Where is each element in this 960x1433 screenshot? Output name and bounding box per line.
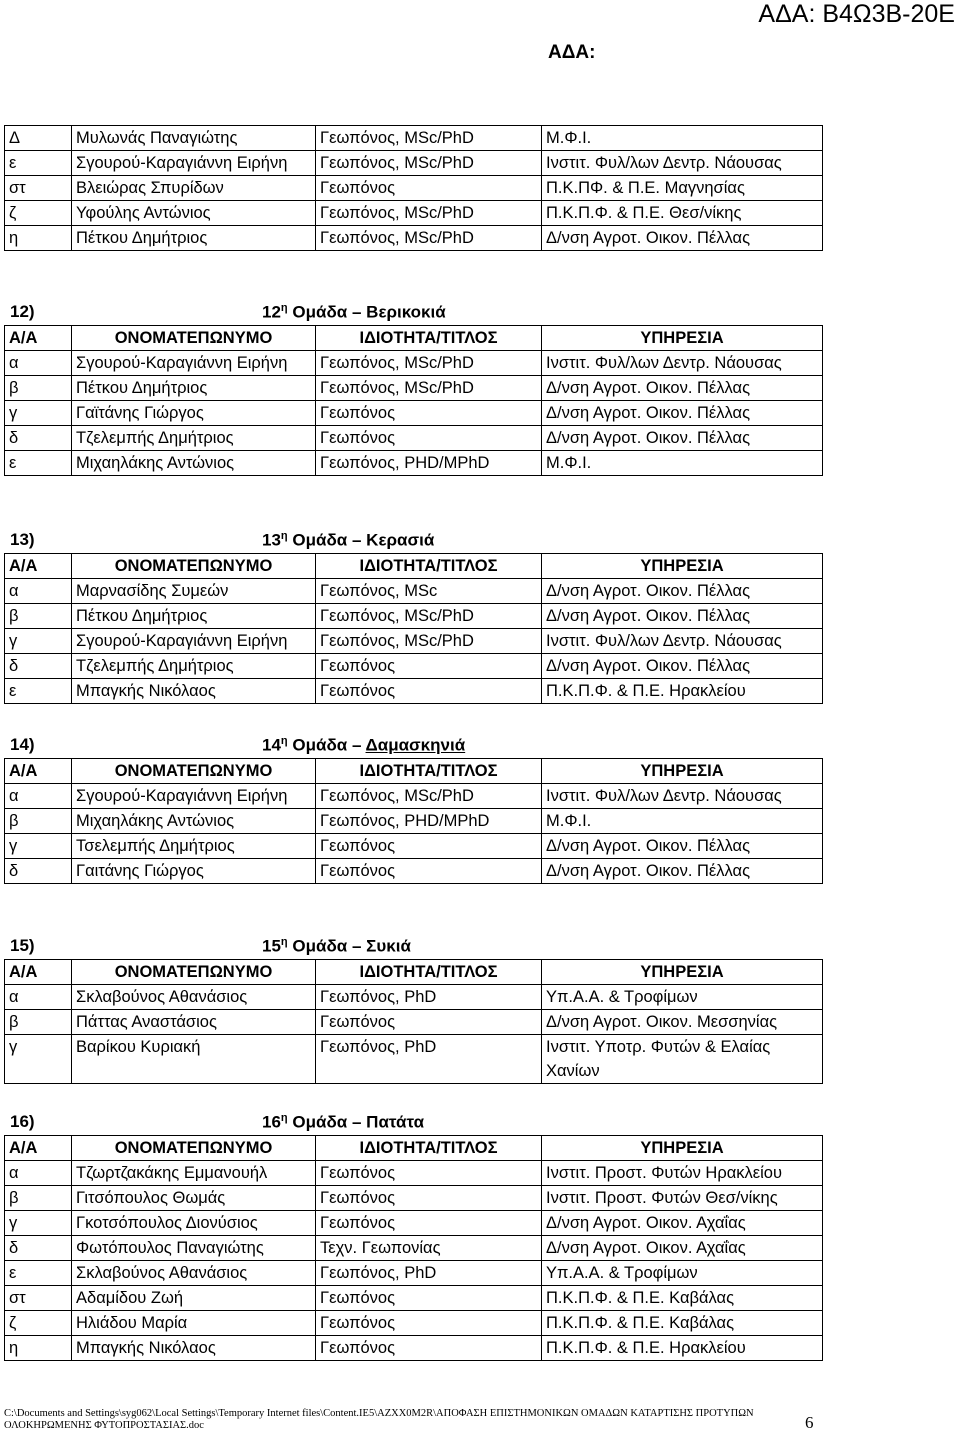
table-row	[5, 426, 823, 451]
member-service: Δ/νση Αγροτ. Οικον. Μεσσηνίας	[542, 1010, 823, 1035]
table-row	[5, 451, 823, 476]
member-service: Μ.Φ.Ι.	[542, 126, 823, 151]
member-service: Δ/νση Αγροτ. Οικον. Πέλλας	[542, 604, 823, 629]
header-service: ΥΠΗΡΕΣΙΑ	[542, 1136, 823, 1161]
row-index: ε	[5, 151, 72, 176]
member-name: Τζωρτζακάκης Εμμανουήλ	[72, 1161, 316, 1186]
row-index: στ	[5, 176, 72, 201]
row-index: δ	[5, 654, 72, 679]
member-title: Γεωπόνος, PhD	[316, 1035, 542, 1084]
row-index: γ	[5, 1035, 72, 1084]
member-service: Μ.Φ.Ι.	[542, 809, 823, 834]
header-name: ΟΝΟΜΑΤΕΠΩΝΥΜΟ	[72, 960, 316, 985]
member-service: Ινστιτ. Φυλ/λων Δεντρ. Νάουσας	[542, 351, 823, 376]
table-header-row	[5, 326, 823, 351]
table-header-row	[5, 554, 823, 579]
row-index: α	[5, 985, 72, 1010]
member-service: Π.Κ.Π.Φ. & Π.Ε. Θεσ/νίκης	[542, 201, 823, 226]
member-service: Δ/νση Αγροτ. Οικον. Πέλλας	[542, 376, 823, 401]
member-name: Πέτκου Δημήτριος	[72, 226, 316, 251]
member-name: Σγουρού-Καραγιάννη Ειρήνη	[72, 629, 316, 654]
row-index: η	[5, 1336, 72, 1361]
member-title: Γεωπόνος, MSc/PhD	[316, 201, 542, 226]
table-row	[5, 126, 823, 151]
member-name: Μιχαηλάκης Αντώνιος	[72, 809, 316, 834]
table-row	[5, 1311, 823, 1336]
group-dash: –	[351, 530, 362, 550]
table-row	[5, 1286, 823, 1311]
member-title: Γεωπόνος, MSc/PhD	[316, 226, 542, 251]
member-title: Γεωπόνος	[316, 1010, 542, 1035]
member-name: Υφούλης Αντώνιος	[72, 201, 316, 226]
member-service: Δ/νση Αγροτ. Οικον. Πέλλας	[542, 401, 823, 426]
group-number: 13	[262, 530, 281, 550]
row-index: α	[5, 351, 72, 376]
row-index: δ	[5, 859, 72, 884]
member-name: Γκοτσόπουλος Διονύσιος	[72, 1211, 316, 1236]
group-word: Ομάδα	[292, 1112, 348, 1132]
ada-label: ΑΔΑ:	[548, 42, 596, 63]
group-number: 15	[262, 936, 281, 956]
members-table	[4, 125, 823, 251]
header-name: ΟΝΟΜΑΤΕΠΩΝΥΜΟ	[72, 554, 316, 579]
group-word: Ομάδα	[292, 530, 348, 550]
member-service: Δ/νση Αγροτ. Οικον. Πέλλας	[542, 834, 823, 859]
header-title: ΙΔΙΟΤΗΤΑ/ΤΙΤΛΟΣ	[316, 554, 542, 579]
member-service: Ινστιτ. Υποτρ. Φυτών & Ελαίας Χανίων	[542, 1035, 823, 1084]
section-number: 15)	[10, 936, 35, 955]
member-name: Σκλαβούνος Αθανάσιος	[72, 1261, 316, 1286]
member-service: Δ/νση Αγροτ. Οικον. Πέλλας	[542, 226, 823, 251]
group-crop: Πατάτα	[366, 1112, 425, 1132]
table-row	[5, 226, 823, 251]
group-superscript: η	[280, 530, 288, 542]
member-service: Ινστιτ. Φυλ/λων Δεντρ. Νάουσας	[542, 629, 823, 654]
member-service: Δ/νση Αγροτ. Οικον. Αχαΐας	[542, 1236, 823, 1261]
row-index: δ	[5, 1236, 72, 1261]
row-index: ε	[5, 451, 72, 476]
group-number: 16	[262, 1112, 281, 1132]
member-service: Μ.Φ.Ι.	[542, 451, 823, 476]
member-name: Πέτκου Δημήτριος	[72, 376, 316, 401]
member-title: Γεωπόνος	[316, 679, 542, 704]
header-aa: Α/Α	[5, 759, 72, 784]
member-name: Σγουρού-Καραγιάννη Ειρήνη	[72, 351, 316, 376]
table-row	[5, 784, 823, 809]
member-title: Γεωπόνος, PHD/MPhD	[316, 809, 542, 834]
member-title: Γεωπόνος	[316, 1311, 542, 1336]
member-service: Ινστιτ. Προστ. Φυτών Ηρακλείου	[542, 1161, 823, 1186]
header-name: ΟΝΟΜΑΤΕΠΩΝΥΜΟ	[72, 759, 316, 784]
member-title: Γεωπόνος	[316, 1186, 542, 1211]
section-title	[262, 735, 465, 756]
member-service: Δ/νση Αγροτ. Οικον. Αχαΐας	[542, 1211, 823, 1236]
table-row	[5, 351, 823, 376]
group-dash: –	[351, 936, 362, 956]
member-title: Γεωπόνος	[316, 1336, 542, 1361]
table-header-row	[5, 960, 823, 985]
row-index: β	[5, 809, 72, 834]
header-title: ΙΔΙΟΤΗΤΑ/ΤΙΤΛΟΣ	[316, 326, 542, 351]
row-index: ζ	[5, 1311, 72, 1336]
group-word: Ομάδα	[292, 302, 348, 322]
members-table	[4, 325, 823, 476]
member-title: Γεωπόνος, MSc/PhD	[316, 351, 542, 376]
row-index: γ	[5, 834, 72, 859]
member-service: Π.Κ.ΠΦ. & Π.Ε. Μαγνησίας	[542, 176, 823, 201]
table-row	[5, 985, 823, 1010]
member-title: Γεωπόνος, MSc/PhD	[316, 151, 542, 176]
member-name: Πάττας Αναστάσιος	[72, 1010, 316, 1035]
table-row	[5, 151, 823, 176]
member-service: Δ/νση Αγροτ. Οικον. Πέλλας	[542, 579, 823, 604]
table-row	[5, 376, 823, 401]
table-row	[5, 201, 823, 226]
row-index: στ	[5, 1286, 72, 1311]
section-heading	[4, 1108, 822, 1138]
member-service: Ινστιτ. Φυλ/λων Δεντρ. Νάουσας	[542, 151, 823, 176]
member-title: Γεωπόνος, PhD	[316, 985, 542, 1010]
member-name: Σκλαβούνος Αθανάσιος	[72, 985, 316, 1010]
member-name: Αδαμίδου Ζωή	[72, 1286, 316, 1311]
member-name: Γιτσόπουλος Θωμάς	[72, 1186, 316, 1211]
member-name: Γαιτάνης Γιώργος	[72, 859, 316, 884]
member-name: Μαρνασίδης Συμεών	[72, 579, 316, 604]
footer-file-path: C:\Documents and Settings\syg062\Local Settings\Temporary Internet files\Content.IE5\AZXX0M2R\ΑΠΟΦΑΣΗ ΕΠΙΣΤΗΜΟΝΙΚΩΝ ΟΜΑΔΩΝ ΚΑΤΑΡΤΙΣΗΣ ΠΡΟΤΥΠΩΝ ΟΛΟΚΗΡΩΜΕΝΗΣ ΦΥΤΟΠΡΟΣΤΑΣΙΑΣ.doc	[4, 1408, 754, 1431]
member-title: Τεχν. Γεωπονίας	[316, 1236, 542, 1261]
member-title: Γεωπόνος, MSc/PhD	[316, 126, 542, 151]
member-name: Ηλιάδου Μαρία	[72, 1311, 316, 1336]
table-row	[5, 859, 823, 884]
table-row	[5, 176, 823, 201]
members-table	[4, 1135, 823, 1361]
member-title: Γεωπόνος, MSc/PhD	[316, 629, 542, 654]
member-service: Π.Κ.Π.Φ. & Π.Ε. Καβάλας	[542, 1311, 823, 1336]
group-crop: Δαμασκηνιά	[365, 735, 466, 755]
member-service: Ινστιτ. Προστ. Φυτών Θεσ/νίκης	[542, 1186, 823, 1211]
table-header-row	[5, 759, 823, 784]
members-table	[4, 553, 823, 704]
row-index: η	[5, 226, 72, 251]
member-name: Μυλωνάς Παναγιώτης	[72, 126, 316, 151]
header-title: ΙΔΙΟΤΗΤΑ/ΤΙΤΛΟΣ	[316, 1136, 542, 1161]
row-index: γ	[5, 1211, 72, 1236]
group-superscript: η	[280, 735, 288, 747]
member-name: Σγουρού-Καραγιάννη Ειρήνη	[72, 784, 316, 809]
table-row	[5, 1010, 823, 1035]
member-title: Γεωπόνος, MSc/PhD	[316, 784, 542, 809]
header-service: ΥΠΗΡΕΣΙΑ	[542, 759, 823, 784]
table-row	[5, 654, 823, 679]
row-index: β	[5, 1010, 72, 1035]
member-service: Υπ.Α.Α. & Τροφίμων	[542, 985, 823, 1010]
member-name: Βλειώρας Σπυρίδων	[72, 176, 316, 201]
table-row	[5, 579, 823, 604]
member-service: Π.Κ.Π.Φ. & Π.Ε. Ηρακλείου	[542, 1336, 823, 1361]
table-row	[5, 1035, 823, 1084]
table-row	[5, 629, 823, 654]
table-row	[5, 1186, 823, 1211]
table-row	[5, 604, 823, 629]
header-aa: Α/Α	[5, 554, 72, 579]
member-title: Γεωπόνος	[316, 654, 542, 679]
member-name: Φωτόπουλος Παναγιώτης	[72, 1236, 316, 1261]
table-row	[5, 834, 823, 859]
member-title: Γεωπόνος	[316, 834, 542, 859]
section-heading	[4, 526, 822, 556]
member-name: Τσελεμπής Δημήτριος	[72, 834, 316, 859]
member-service: Δ/νση Αγροτ. Οικον. Πέλλας	[542, 426, 823, 451]
header-aa: Α/Α	[5, 326, 72, 351]
header-service: ΥΠΗΡΕΣΙΑ	[542, 554, 823, 579]
group-number: 12	[262, 302, 281, 322]
member-name: Πέτκου Δημήτριος	[72, 604, 316, 629]
group-superscript: η	[280, 936, 288, 948]
member-service: Δ/νση Αγροτ. Οικον. Πέλλας	[542, 654, 823, 679]
section-title	[262, 302, 446, 323]
member-title: Γεωπόνος, MSc	[316, 579, 542, 604]
header-aa: Α/Α	[5, 960, 72, 985]
page-number: 6	[805, 1413, 814, 1432]
group-word: Ομάδα	[292, 735, 348, 755]
header-title: ΙΔΙΟΤΗΤΑ/ΤΙΤΛΟΣ	[316, 759, 542, 784]
section-title	[262, 530, 434, 551]
group-dash: –	[351, 735, 362, 755]
header-aa: Α/Α	[5, 1136, 72, 1161]
table-row	[5, 1161, 823, 1186]
member-service: Π.Κ.Π.Φ. & Π.Ε. Ηρακλείου	[542, 679, 823, 704]
members-table	[4, 959, 823, 1084]
section-heading	[4, 731, 822, 761]
section-title	[262, 936, 411, 957]
row-index: ζ	[5, 201, 72, 226]
section-number: 13)	[10, 530, 35, 549]
group-crop: Κερασιά	[366, 530, 435, 550]
row-index: β	[5, 604, 72, 629]
table-header-row	[5, 1136, 823, 1161]
member-title: Γεωπόνος, MSc/PhD	[316, 376, 542, 401]
member-name: Μπαγκής Νικόλαος	[72, 1336, 316, 1361]
member-title: Γεωπόνος	[316, 426, 542, 451]
section-number: 14)	[10, 735, 35, 754]
section-heading	[4, 932, 822, 962]
section-number: 16)	[10, 1112, 35, 1131]
member-service: Δ/νση Αγροτ. Οικον. Πέλλας	[542, 859, 823, 884]
member-name: Μιχαηλάκης Αντώνιος	[72, 451, 316, 476]
ada-code: ΑΔΑ: Β4Ω3Β-20Ε	[758, 0, 955, 28]
row-index: δ	[5, 426, 72, 451]
member-title: Γεωπόνος	[316, 176, 542, 201]
member-title: Γεωπόνος	[316, 1286, 542, 1311]
group-word: Ομάδα	[292, 936, 348, 956]
member-name: Τζελεμπής Δημήτριος	[72, 426, 316, 451]
member-name: Σγουρού-Καραγιάννη Ειρήνη	[72, 151, 316, 176]
member-name: Βαρίκου Κυριακή	[72, 1035, 316, 1084]
header-service: ΥΠΗΡΕΣΙΑ	[542, 960, 823, 985]
row-index: γ	[5, 629, 72, 654]
group-dash: –	[351, 1112, 362, 1132]
member-service: Ινστιτ. Φυλ/λων Δεντρ. Νάουσας	[542, 784, 823, 809]
members-table	[4, 758, 823, 884]
table-row	[5, 1336, 823, 1361]
section-heading	[4, 298, 822, 328]
header-name: ΟΝΟΜΑΤΕΠΩΝΥΜΟ	[72, 1136, 316, 1161]
section-title	[262, 1112, 424, 1133]
row-index: α	[5, 784, 72, 809]
group-number: 14	[262, 735, 281, 755]
row-index: ε	[5, 679, 72, 704]
member-title: Γεωπόνος, PHD/MPhD	[316, 451, 542, 476]
group-crop: Βερικοκιά	[366, 302, 446, 322]
member-name: Γαϊτάνης Γιώργος	[72, 401, 316, 426]
table-row	[5, 809, 823, 834]
member-service: Υπ.Α.Α. & Τροφίμων	[542, 1261, 823, 1286]
member-title: Γεωπόνος	[316, 401, 542, 426]
member-title: Γεωπόνος	[316, 1211, 542, 1236]
row-index: ε	[5, 1261, 72, 1286]
row-index: γ	[5, 401, 72, 426]
member-name: Μπαγκής Νικόλαος	[72, 679, 316, 704]
table-row	[5, 1211, 823, 1236]
group-crop: Συκιά	[366, 936, 411, 956]
group-superscript: η	[280, 302, 288, 314]
section-number: 12)	[10, 302, 35, 321]
member-title: Γεωπόνος, PhD	[316, 1261, 542, 1286]
row-index: α	[5, 1161, 72, 1186]
header-title: ΙΔΙΟΤΗΤΑ/ΤΙΤΛΟΣ	[316, 960, 542, 985]
member-title: Γεωπόνος	[316, 859, 542, 884]
row-index: α	[5, 579, 72, 604]
table-row	[5, 401, 823, 426]
table-row	[5, 1261, 823, 1286]
member-title: Γεωπόνος	[316, 1161, 542, 1186]
header-name: ΟΝΟΜΑΤΕΠΩΝΥΜΟ	[72, 326, 316, 351]
table-row	[5, 679, 823, 704]
group-dash: –	[351, 302, 362, 322]
group-superscript: η	[280, 1112, 288, 1124]
row-index: β	[5, 1186, 72, 1211]
member-title: Γεωπόνος, MSc/PhD	[316, 604, 542, 629]
header-service: ΥΠΗΡΕΣΙΑ	[542, 326, 823, 351]
row-index: β	[5, 376, 72, 401]
member-name: Τζελεμπής Δημήτριος	[72, 654, 316, 679]
table-row	[5, 1236, 823, 1261]
row-index: Δ	[5, 126, 72, 151]
member-service: Π.Κ.Π.Φ. & Π.Ε. Καβάλας	[542, 1286, 823, 1311]
